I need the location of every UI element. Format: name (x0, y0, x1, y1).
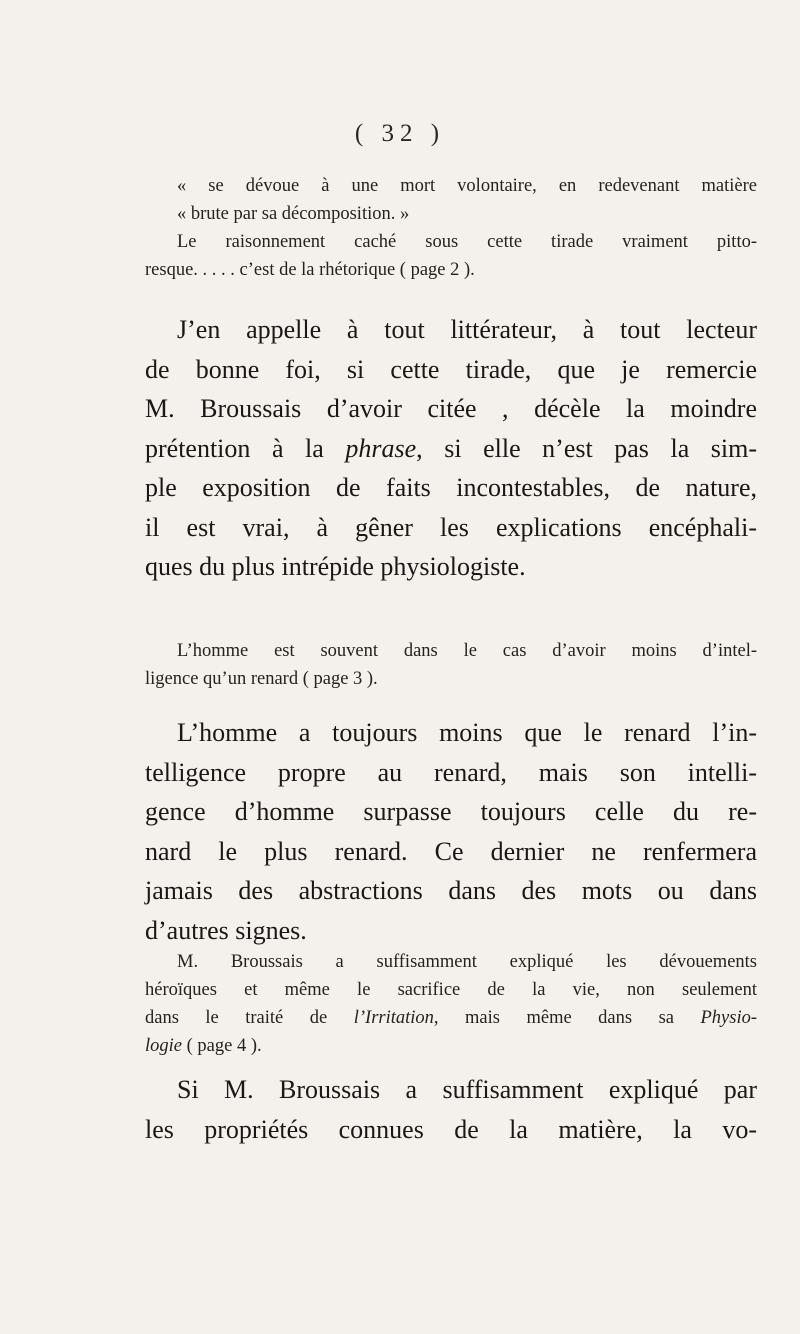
italic-title: l’Irritation (353, 1008, 434, 1028)
text-fragment: dans le traité de (145, 1008, 328, 1028)
paragraph-raisonnement (145, 228, 757, 284)
text-line: héroïques et même le sacrifice de la vie, non seulement (145, 980, 757, 1000)
text-line: « se dévoue à une mort volontaire, en redevenant matière (177, 176, 757, 196)
text-line: d’autres signes. (145, 915, 307, 945)
italic-title: logie (145, 1036, 182, 1056)
text-line: Si M. Broussais a suffisamment expliqué par (177, 1075, 757, 1104)
text-line: ques du plus intrépide physiologiste. (145, 552, 526, 581)
text-line: ple exposition de faits incontestables, de nature, (145, 473, 757, 502)
text-line: L’homme est souvent dans le cas d’avoir moins d’intel- (177, 641, 757, 661)
text-line: M. Broussais d’avoir citée , décèle la moindre (145, 394, 757, 423)
paragraph-proprietes (145, 1070, 757, 1149)
text-line: resque. . . . . c’est de la rhétorique ( page 2 ). (145, 260, 475, 280)
text-line: jamais des abstractions dans des mots ou dans (145, 876, 757, 905)
page-number: ( 32 ) (354, 120, 446, 147)
text-fragment: , mais même dans sa (433, 1008, 674, 1028)
text-fragment: prétention à la (145, 433, 324, 463)
text-line: les propriétés connues de la matière, la vo- (145, 1114, 757, 1144)
text-fragment: ( page 4 ). (182, 1036, 262, 1056)
paragraph-renard-citation (145, 637, 757, 693)
text-line: de bonne foi, si cette tirade, que je remercie (145, 354, 757, 384)
text-line: nard le plus renard. Ce dernier ne renfermera (145, 836, 757, 866)
text-fragment: , si elle n’est pas la sim- (416, 433, 758, 463)
text-line (145, 1004, 757, 1032)
text-line: « brute par sa décomposition. » (177, 204, 410, 224)
text-line: L’homme a toujours moins que le renard l’in- (177, 718, 757, 747)
italic-word: phrase (345, 433, 417, 463)
text-line (145, 1032, 757, 1060)
text-line: telligence propre au renard, mais son intelli- (145, 757, 757, 787)
text-line: ligence qu’un renard ( page 3 ). (145, 669, 378, 689)
quote-continuation (145, 172, 757, 228)
italic-title: Physio- (700, 1008, 758, 1028)
paragraph-renard-reponse (145, 713, 757, 950)
text-line: gence d’homme surpasse toujours celle du re- (145, 797, 757, 826)
paragraph-devouements (145, 948, 757, 1060)
text-line (145, 429, 757, 469)
text-line: J’en appelle à tout littérateur, à tout lecteur (177, 315, 757, 344)
text-line: M. Broussais a suffisamment expliqué les dévouements (177, 952, 757, 972)
text-line: Le raisonnement caché sous cette tirade vraiment pitto- (177, 232, 757, 252)
text-line: il est vrai, à gêner les explications encéphali- (145, 512, 757, 542)
paragraph-appel (145, 310, 757, 587)
